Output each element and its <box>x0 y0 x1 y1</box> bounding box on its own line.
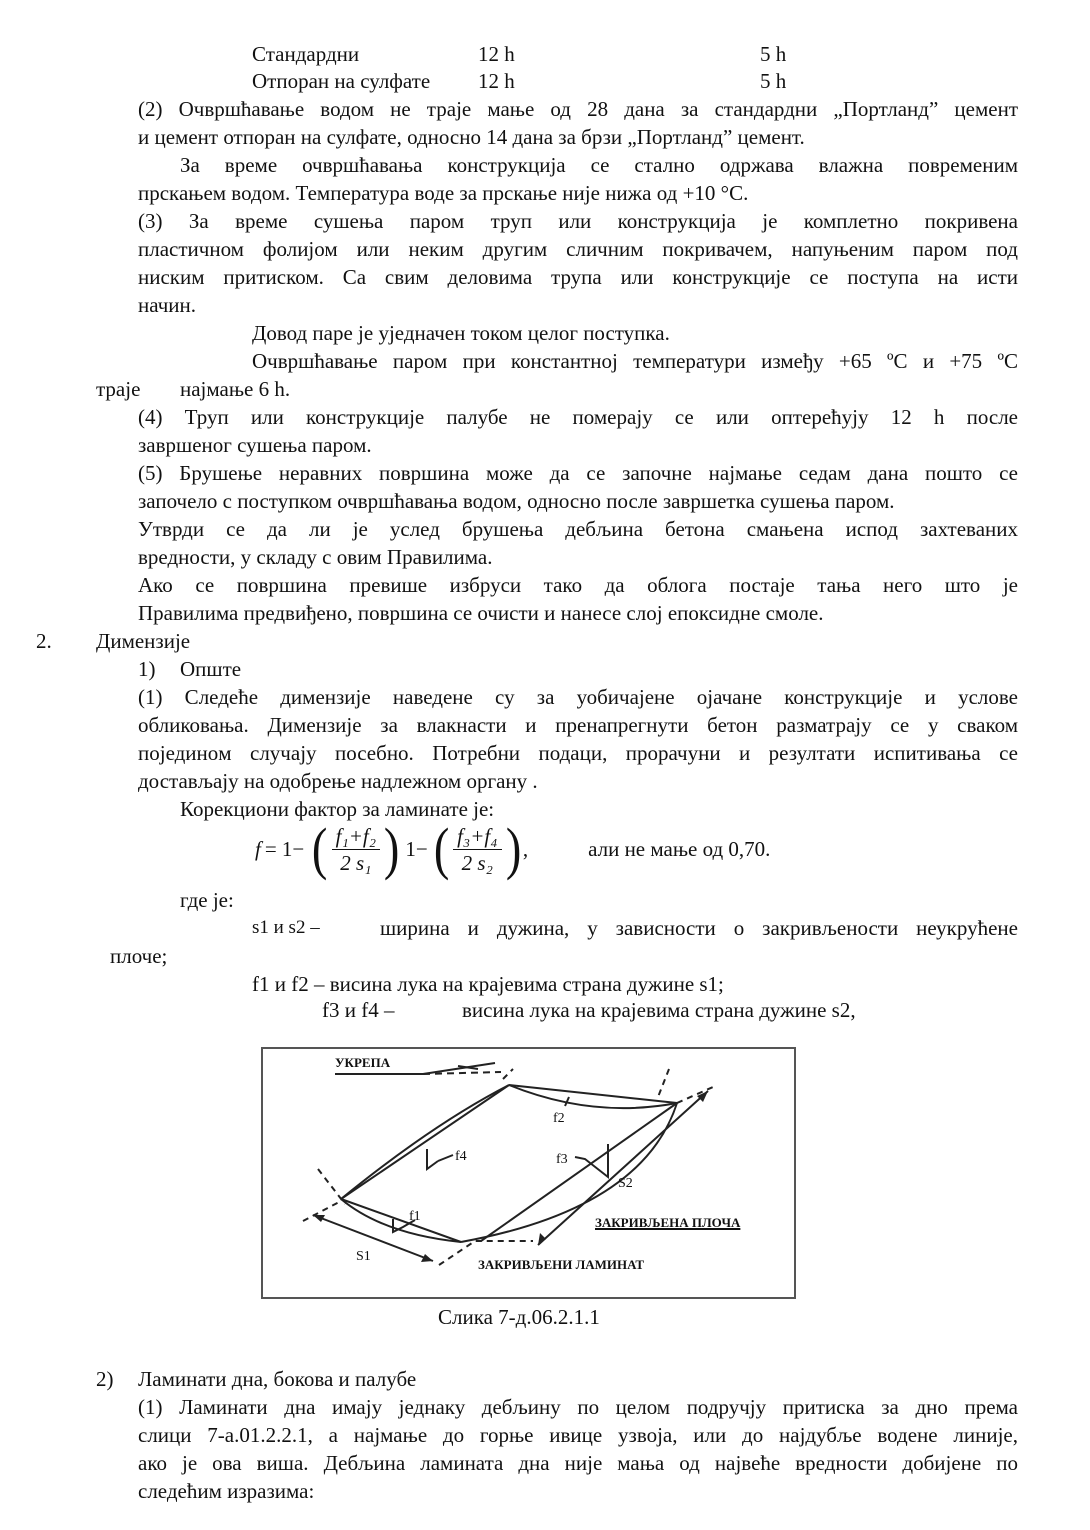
section-title: Димензије <box>96 629 191 653</box>
f4-label: f4 <box>455 1149 467 1164</box>
subsection-number: 1) <box>138 657 156 681</box>
subsection-2-title: Ламинати дна, бокова и палубе <box>138 1367 417 1391</box>
general-para-line-1: (1) Следеће димензије наведене су за уобичајене ојачане конструкције и услове <box>138 685 1018 709</box>
paragraph-5-line-1: (5) Брушење неравних површина може да се започне најмање седам дана пошто се <box>138 461 1018 485</box>
formula-mid: 1− <box>405 836 428 861</box>
cement-type-standard: Стандардни <box>252 42 360 66</box>
fraction-1-denominator: 2 s₁ <box>340 850 372 875</box>
fraction-2 <box>453 823 501 876</box>
general-para-line-4: достављају на одобрење надлежном органу . <box>138 769 538 793</box>
subsection-title: Опште <box>180 657 242 681</box>
paragraph-2b-line-1: За време очвршћавања конструкција се стално одржава влажна повременим <box>180 153 1018 177</box>
cement-type-sulfate: Отпоран на сулфате <box>252 69 431 93</box>
where-label: где је: <box>180 888 234 912</box>
f3-label: f3 <box>556 1152 568 1167</box>
definition-f34-symbol: f3 и f4 – <box>322 998 395 1022</box>
left-paren: ( <box>433 816 450 881</box>
paragraph-3c-cont-a: траје <box>96 377 141 401</box>
paragraph-3c: Очвршћавање паром при константној температури између +65 ºC и +75 ºC <box>252 349 1018 373</box>
correction-formula <box>255 816 770 882</box>
definition-f34-text: висина лука на крајевима страна дужине s2, <box>462 998 856 1022</box>
formula-lhs: f <box>255 836 261 861</box>
figure-caption: Слика 7-д.06.2.1.1 <box>438 1305 600 1329</box>
cement-sulfate-col2: 5 h <box>760 69 787 93</box>
cement-standard-col1: 12 h <box>478 42 515 66</box>
fraction-1-numerator: f₁+f₂ <box>332 823 380 850</box>
curved-plate-label: ЗАКРИВЉЕНА ПЛОЧА <box>595 1215 741 1230</box>
paragraph-5-line-2: започело с поступком очвршћавања водом, односно после завршетка сушења паром. <box>138 489 895 513</box>
definition-s-cont: плоче; <box>110 944 168 968</box>
formula-condition: али не мање од 0,70. <box>588 836 771 861</box>
laminates-para-line-3: ако је ова виша. Дебљина ламината дна није мања од највеће вредности добијене по <box>138 1451 1018 1475</box>
fraction-2-numerator: f₃+f₄ <box>453 823 501 850</box>
stiffener-label: УКРЕПА <box>335 1055 391 1070</box>
formula-comma: , <box>522 836 529 861</box>
paragraph-5c-line-1: Ако се површина превише избруси тако да облога постаје тања него што је <box>138 573 1018 597</box>
paragraph-3-line-4: начин. <box>138 293 197 317</box>
section-number: 2. <box>36 629 52 653</box>
right-paren: ) <box>505 816 521 881</box>
f1-label: f1 <box>409 1209 421 1224</box>
right-paren: ) <box>383 816 400 881</box>
definition-s-text: ширина и дужина, у зависности о закривљености неукрућене <box>380 916 1018 940</box>
paragraph-3-line-3: ниским притиском. Са свим деловима трупа или конструкције се поступа на исти <box>138 265 1018 289</box>
curved-laminate-label: ЗАКРИВЉЕНИ ЛАМИНАТ <box>478 1257 645 1272</box>
paragraph-2-line-1: (2) Очвршћавање водом не траје мање од 28 дана за стандардни „Портланд” цемент <box>138 97 1018 121</box>
paragraph-4-line-2: завршеног сушења паром. <box>138 433 372 457</box>
laminates-para-line-4: следећим изразима: <box>138 1479 315 1503</box>
cement-sulfate-col1: 12 h <box>478 69 515 93</box>
laminates-para-line-2: слици 7-а.01.2.2.1, а најмање до горње ивице узвоја, или до најдубље водене линије, <box>138 1423 1018 1447</box>
paragraph-2-line-2: и цемент отпоран на сулфате, односно 14 дана за брзи „Портланд” цемент. <box>138 125 805 149</box>
paragraph-5b-line-2: вредности, у складу с овим Правилима. <box>138 545 493 569</box>
paragraph-3-line-2: пластичном фолијом или неким другим сличним покривачем, напуњеним паром под <box>138 237 1018 261</box>
curved-laminate-figure <box>261 1047 796 1299</box>
paragraph-5b-line-1: Утврди се да ли је услед брушења дебљина бетона смањена испод захтеваних <box>138 517 1018 541</box>
paragraph-4-line-1: (4) Труп или конструкције палубе не померају се или оптерећују 12 h после <box>138 405 1018 429</box>
laminates-para-line-1: (1) Ламинати дна имају једнаку дебљину по целом подручју притиска за дно према <box>138 1395 1018 1419</box>
paragraph-3c-cont-b: најмање 6 h. <box>180 377 291 401</box>
definition-f12: f1 и f2 – висина лука на крајевима страна дужине s1; <box>252 972 724 996</box>
paragraph-2b-line-2: прскањем водом. Температура воде за прскање није нижа од +10 °C. <box>138 181 749 205</box>
fraction-2-denominator: 2 s₂ <box>461 850 493 875</box>
formula-eq: = 1− <box>264 836 305 861</box>
fraction-1 <box>332 823 380 876</box>
paragraph-5c-line-2: Правилима предвиђено, површина се очисти и нанесе слој епоксидне смоле. <box>138 601 824 625</box>
correction-intro: Корекциони фактор за ламинате је: <box>180 797 495 821</box>
general-para-line-2: обликовања. Димензије за влакнасти и пренапрегнути бетон разматрају се у сваком <box>138 713 1018 737</box>
paragraph-3-line-1: (3) За време сушења паром труп или конструкција је комплетно покривена <box>138 209 1018 233</box>
general-para-line-3: појединoм случају посебно. Потребни подаци, прорачуни и резултати испитивања се <box>138 741 1018 765</box>
paragraph-3b: Довод паре је уједначен током целог поступка. <box>252 321 670 345</box>
f2-label: f2 <box>553 1111 565 1126</box>
s2-label: S2 <box>618 1176 633 1191</box>
cement-standard-col2: 5 h <box>760 42 787 66</box>
subsection-2-number: 2) <box>96 1367 114 1391</box>
left-paren: ( <box>312 816 328 881</box>
definition-s-symbol: s1 и s2 – <box>252 917 320 938</box>
s1-label: S1 <box>356 1249 371 1264</box>
